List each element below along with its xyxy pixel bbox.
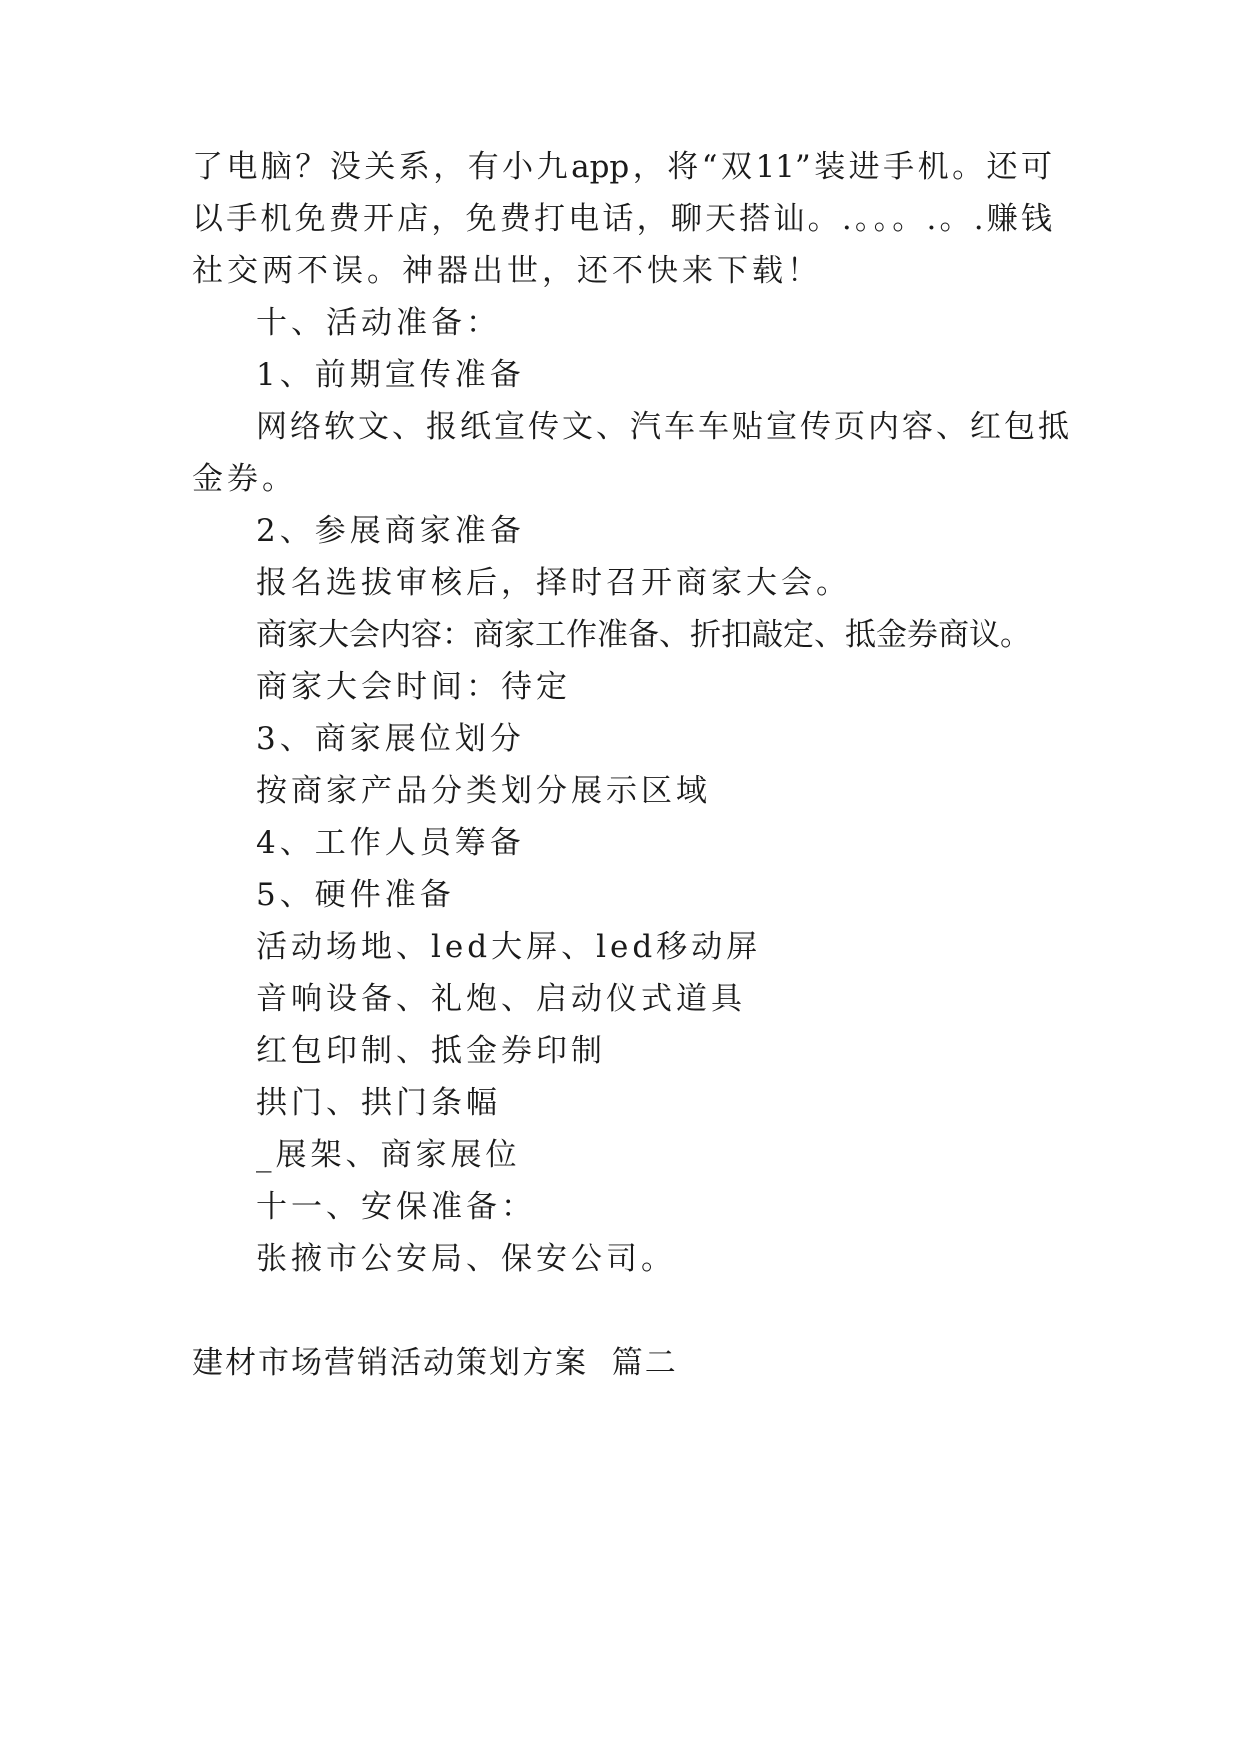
paragraph-line: 以手机免费开店，免费打电话，聊天搭讪。.。。。.。.赚钱 (192, 201, 1052, 237)
paragraph-line: 社交两不误。神器出世，还不快来下载！ (192, 253, 822, 289)
paragraph-line: 张掖市公安局、保安公司。 (256, 1241, 676, 1277)
paragraph-line: 拱门、拱门条幅 (256, 1085, 501, 1121)
list-item: 3、商家展位划分 (256, 721, 525, 757)
document-section-title: 建材市场营销活动策划方案 篇二 (192, 1345, 678, 1381)
list-item: 1、前期宣传准备 (256, 357, 525, 393)
list-item: 4、工作人员筹备 (256, 825, 525, 861)
paragraph-line: 红包印制、抵金券印制 (256, 1033, 606, 1069)
section-heading-security-prep: 十一、安保准备： (256, 1189, 536, 1225)
paragraph-line: 商家大会时间：待定 (256, 669, 571, 705)
paragraph-line: _展架、商家展位 (256, 1137, 521, 1173)
paragraph-line: 按商家产品分类划分展示区域 (256, 773, 711, 809)
list-item: 5、硬件准备 (256, 877, 455, 913)
paragraph-line: 商家大会内容：商家工作准备、折扣敲定、抵金券商议。 (256, 617, 1031, 653)
list-item: 2、参展商家准备 (256, 513, 525, 549)
section-heading-activity-prep: 十、活动准备： (256, 305, 501, 341)
paragraph-line: 活动场地、led大屏、led移动屏 (256, 929, 762, 965)
paragraph-line: 音响设备、礼炮、启动仪式道具 (256, 981, 746, 1017)
paragraph-line: 报名选拔审核后，择时召开商家大会。 (256, 565, 851, 601)
paragraph-line: 金券。 (192, 461, 297, 497)
paragraph-line: 了电脑？没关系，有小九app，将“双11”装进手机。还可 (192, 149, 1052, 185)
paragraph-line: 网络软文、报纸宣传文、汽车车贴宣传页内容、红包抵 (256, 409, 1072, 445)
